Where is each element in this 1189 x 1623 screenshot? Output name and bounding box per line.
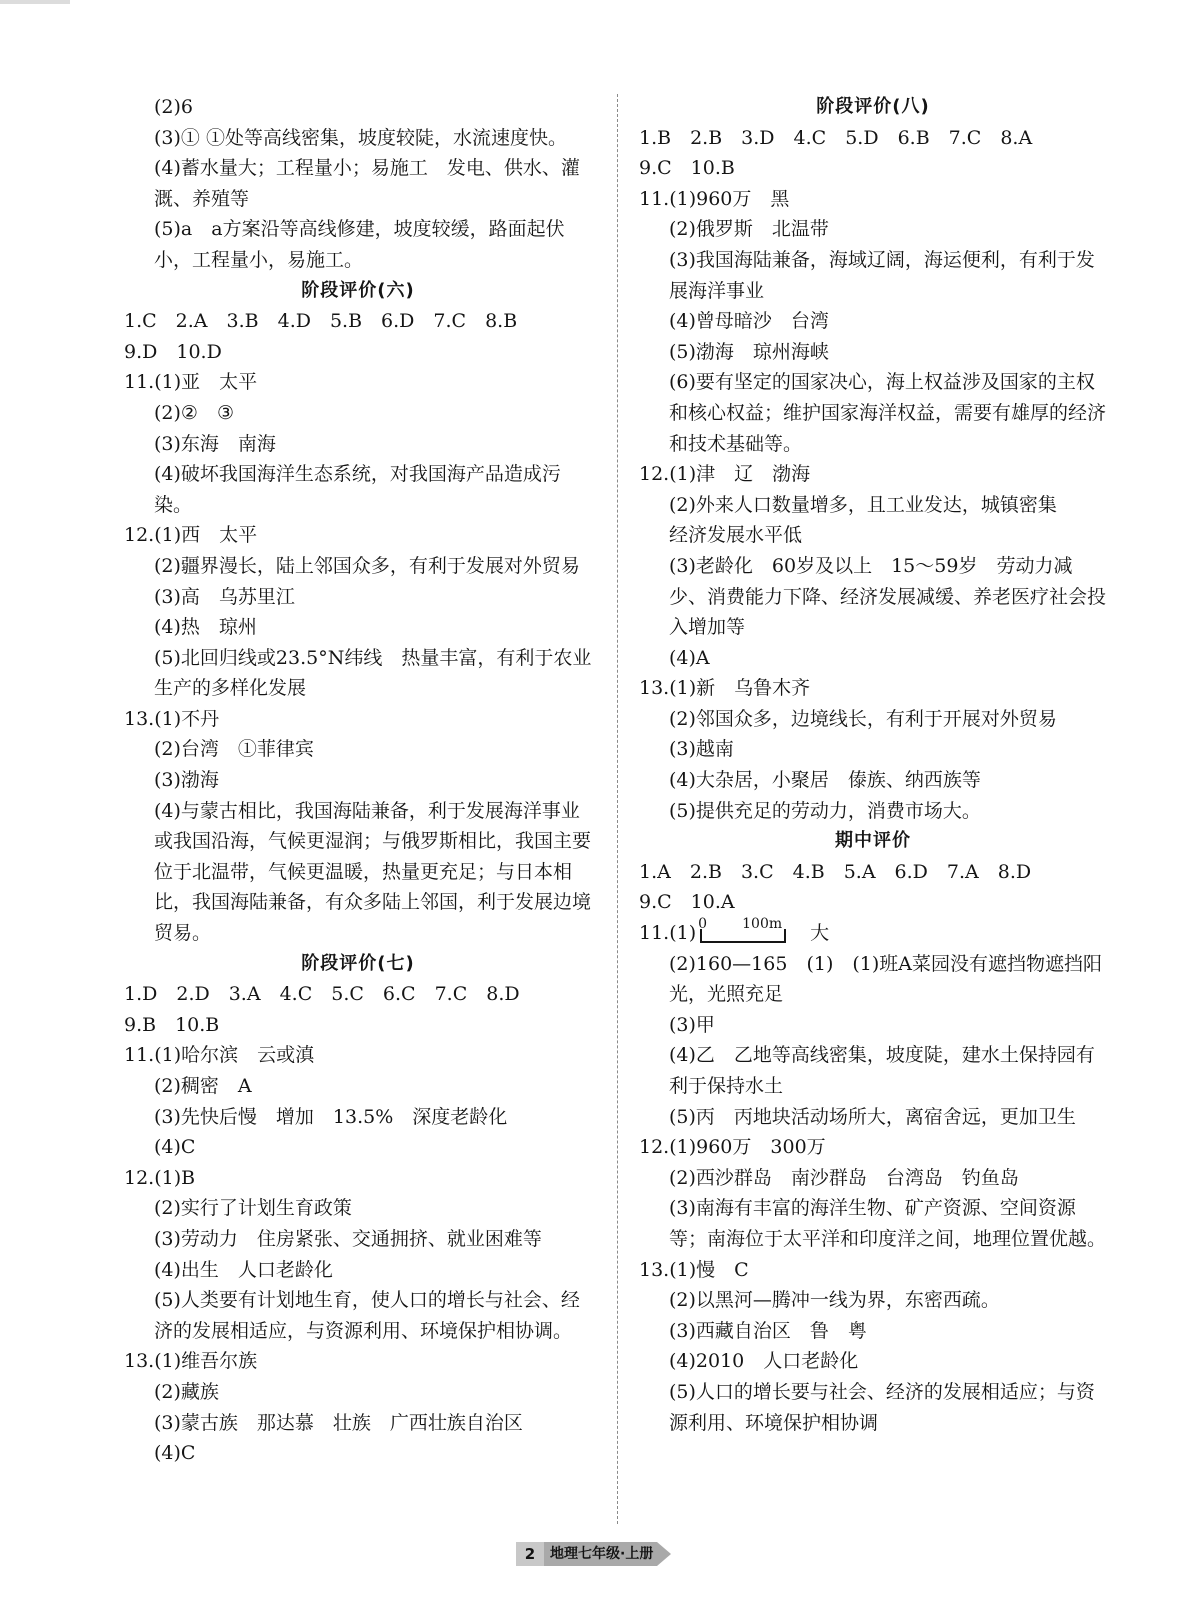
answer-line: (3)蒙古族 那达慕 壮族 广西壮族自治区 <box>154 1411 523 1434</box>
answer-line: (4)A <box>669 646 710 669</box>
answer-line: 11.(1)哈尔滨 云或滇 <box>124 1044 315 1067</box>
section-heading: 期中评价 <box>835 830 911 852</box>
answer-line: (2)台湾 ①菲律宾 <box>154 738 314 761</box>
answer-line: (2)② ③ <box>154 401 234 424</box>
section-heading: 阶段评价(八) <box>816 96 930 117</box>
answer-line: 9.D 10.D <box>124 340 222 363</box>
answer-line: 11.(1)960万 黑 <box>639 187 790 210</box>
scale-bar-answer <box>639 918 1107 949</box>
answer-line: 1.D 2.D 3.A 4.C 5.C 6.C 7.C 8.D <box>124 983 520 1006</box>
answer-line: 9.B 10.B <box>124 1013 220 1036</box>
scale-bar-icon <box>698 916 790 941</box>
answer-line: (4)2010 人口老龄化 <box>669 1350 859 1373</box>
scan-edge-mark <box>0 0 70 4</box>
page-number: 2 <box>516 1542 544 1566</box>
answer-line: (6)要有坚定的国家决心，海上权益涉及国家的主权和核心权益；维护国家海洋权益，需要有雄厚的经济和技术基础等。 <box>669 371 1107 455</box>
answer-line: 13.(1)不丹 <box>124 707 220 730</box>
footer-arrow-icon <box>657 1542 671 1566</box>
answer-line: (2)外来人口数量增多，且工业发达，城镇密集 <box>669 493 1057 516</box>
answer-line: (4)曾母暗沙 台湾 <box>669 310 829 333</box>
answer-line: (5)人类要有计划地生育，使人口的增长与社会、经济的发展相适应，与资源利用、环境保护相协调。 <box>154 1289 580 1342</box>
answer-line: (2)藏族 <box>154 1380 219 1403</box>
scale-distance: 100m <box>742 916 783 933</box>
answer-line: (3)南海有丰富的海洋生物、矿产资源、空间资源等；南海位于太平洋和印度洋之间，地理位置优越。 <box>669 1197 1107 1250</box>
answer-line: 12.(1)津 辽 渤海 <box>639 463 811 486</box>
answer-line: 1.C 2.A 3.B 4.D 5.B 6.D 7.C 8.B <box>124 310 518 333</box>
answer-line: (5)渤海 琼州海峡 <box>669 340 829 363</box>
answer-line: (4)C <box>154 1442 196 1465</box>
answer-line: 13.(1)维吾尔族 <box>124 1350 258 1373</box>
answer-line: (2)以黑河—腾冲一线为界，东密西疏。 <box>669 1289 1000 1312</box>
answer-line: (3)老龄化 60岁及以上 15～59岁 劳动力减少、消费能力下降、经济发展减缓、养老医疗社会投入增加等 <box>669 554 1107 639</box>
answer-prefix: 11.(1) <box>639 922 697 945</box>
answer-line: (4)破坏我国海洋生态系统，对我国海产品造成污染。 <box>154 463 561 516</box>
answer-line: (3)① ①处等高线密集，坡度较陡，水流速度快。 <box>154 126 567 149</box>
answer-line: (2)西沙群岛 南沙群岛 台湾岛 钓鱼岛 <box>669 1166 1019 1189</box>
answer-line: (2)实行了计划生育政策 <box>154 1197 352 1220</box>
answer-line: (4)大杂居，小聚居 傣族、纳西族等 <box>669 769 981 792</box>
answer-line: (3)西藏自治区 鲁 粤 <box>669 1319 867 1342</box>
answer-line: (4)热 琼州 <box>154 616 257 639</box>
page-footer <box>516 1541 671 1567</box>
section-heading: 阶段评价(七) <box>301 952 415 974</box>
answer-line: 1.A 2.B 3.C 4.B 5.A 6.D 7.A 8.D <box>639 860 1032 883</box>
answer-line: (3)我国海陆兼备，海域辽阔，海运便利，有利于发展海洋事业 <box>669 248 1095 302</box>
scale-bar-line <box>700 929 786 943</box>
answer-line: (3)越南 <box>669 738 734 761</box>
scale-zero: 0 <box>698 916 708 933</box>
answer-line: (2)疆界漫长，陆上邻国众多，有利于发展对外贸易 <box>154 554 580 577</box>
answer-line: (2)稠密 A <box>154 1075 252 1097</box>
answer-line: (3)渤海 <box>154 769 219 792</box>
answer-line: (2)160—165 (1) (1)班A菜园没有遮挡物遮挡阳光，光照充足 <box>669 952 1102 1006</box>
answer-line: (4)与蒙古相比，我国海陆兼备，利于发展海洋事业或我国沿海，气候更湿润；与俄罗斯相比，我国主要位于北温带，气候更温暖，热量更充足；与日本相比，我国海陆兼备，有众多陆上邻国，利于发展边境贸易。 <box>154 799 592 945</box>
book-title: 地理七年级·上册 <box>544 1542 657 1566</box>
section-heading: 阶段评价(六) <box>301 279 415 301</box>
answer-suffix: 大 <box>810 922 830 945</box>
answer-line: 1.B 2.B 3.D 4.C 5.D 6.B 7.C 8.A <box>639 126 1033 149</box>
answer-line: (5)a a方案沿等高线修建，坡度较缓，路面起伏小，工程量小，易施工。 <box>154 218 565 271</box>
answer-line: (5)提供充足的劳动力，消费市场大。 <box>669 799 981 822</box>
answer-line: (2)俄罗斯 北温带 <box>669 218 829 241</box>
answer-line: (4)C <box>154 1136 196 1159</box>
answer-line: 12.(1)B <box>124 1166 196 1189</box>
answer-line: (2)6 <box>154 96 194 118</box>
answer-line: (2)邻国众多，边境线长，有利于开展对外贸易 <box>669 707 1057 730</box>
answer-line: (3)先快后慢 增加 13.5% 深度老龄化 <box>154 1105 508 1128</box>
column-divider <box>617 94 618 1524</box>
answer-line: 经济发展水平低 <box>669 524 803 547</box>
answer-line: (3)东海 南海 <box>154 432 276 455</box>
answer-line: (4)出生 人口老龄化 <box>154 1258 333 1281</box>
answer-line: (3)高 乌苏里江 <box>154 585 295 608</box>
answer-line: 11.(1)亚 太平 <box>124 371 258 394</box>
answer-line: (4)蓄水量大；工程量小；易施工 发电、供水、灌溉、养殖等 <box>154 157 580 210</box>
answer-line: 12.(1)西 太平 <box>124 524 258 547</box>
answer-line: (5)人口的增长要与社会、经济的发展相适应；与资源利用、环境保护相协调 <box>669 1380 1095 1434</box>
answer-line: 9.C 10.A <box>639 891 735 914</box>
answer-line: 13.(1)慢 C <box>639 1258 749 1281</box>
answer-line: (3)劳动力 住房紧张、交通拥挤、就业困难等 <box>154 1227 542 1250</box>
answer-line: 13.(1)新 乌鲁木齐 <box>639 677 811 700</box>
answer-line: (3)甲 <box>669 1013 715 1036</box>
answer-column-left <box>124 92 592 1469</box>
answer-line: 12.(1)960万 300万 <box>639 1136 826 1159</box>
answer-column-right <box>639 92 1107 1438</box>
answer-line: (5)北回归线或23.5°N纬线 热量丰富，有利于农业生产的多样化发展 <box>154 646 592 700</box>
answer-line: 9.C 10.B <box>639 157 735 180</box>
answer-line: (5)丙 丙地块活动场所大，离宿舍远，更加卫生 <box>669 1105 1076 1128</box>
answer-line: (4)乙 乙地等高线密集，坡度陡，建水土保持园有利于保持水土 <box>669 1044 1095 1097</box>
